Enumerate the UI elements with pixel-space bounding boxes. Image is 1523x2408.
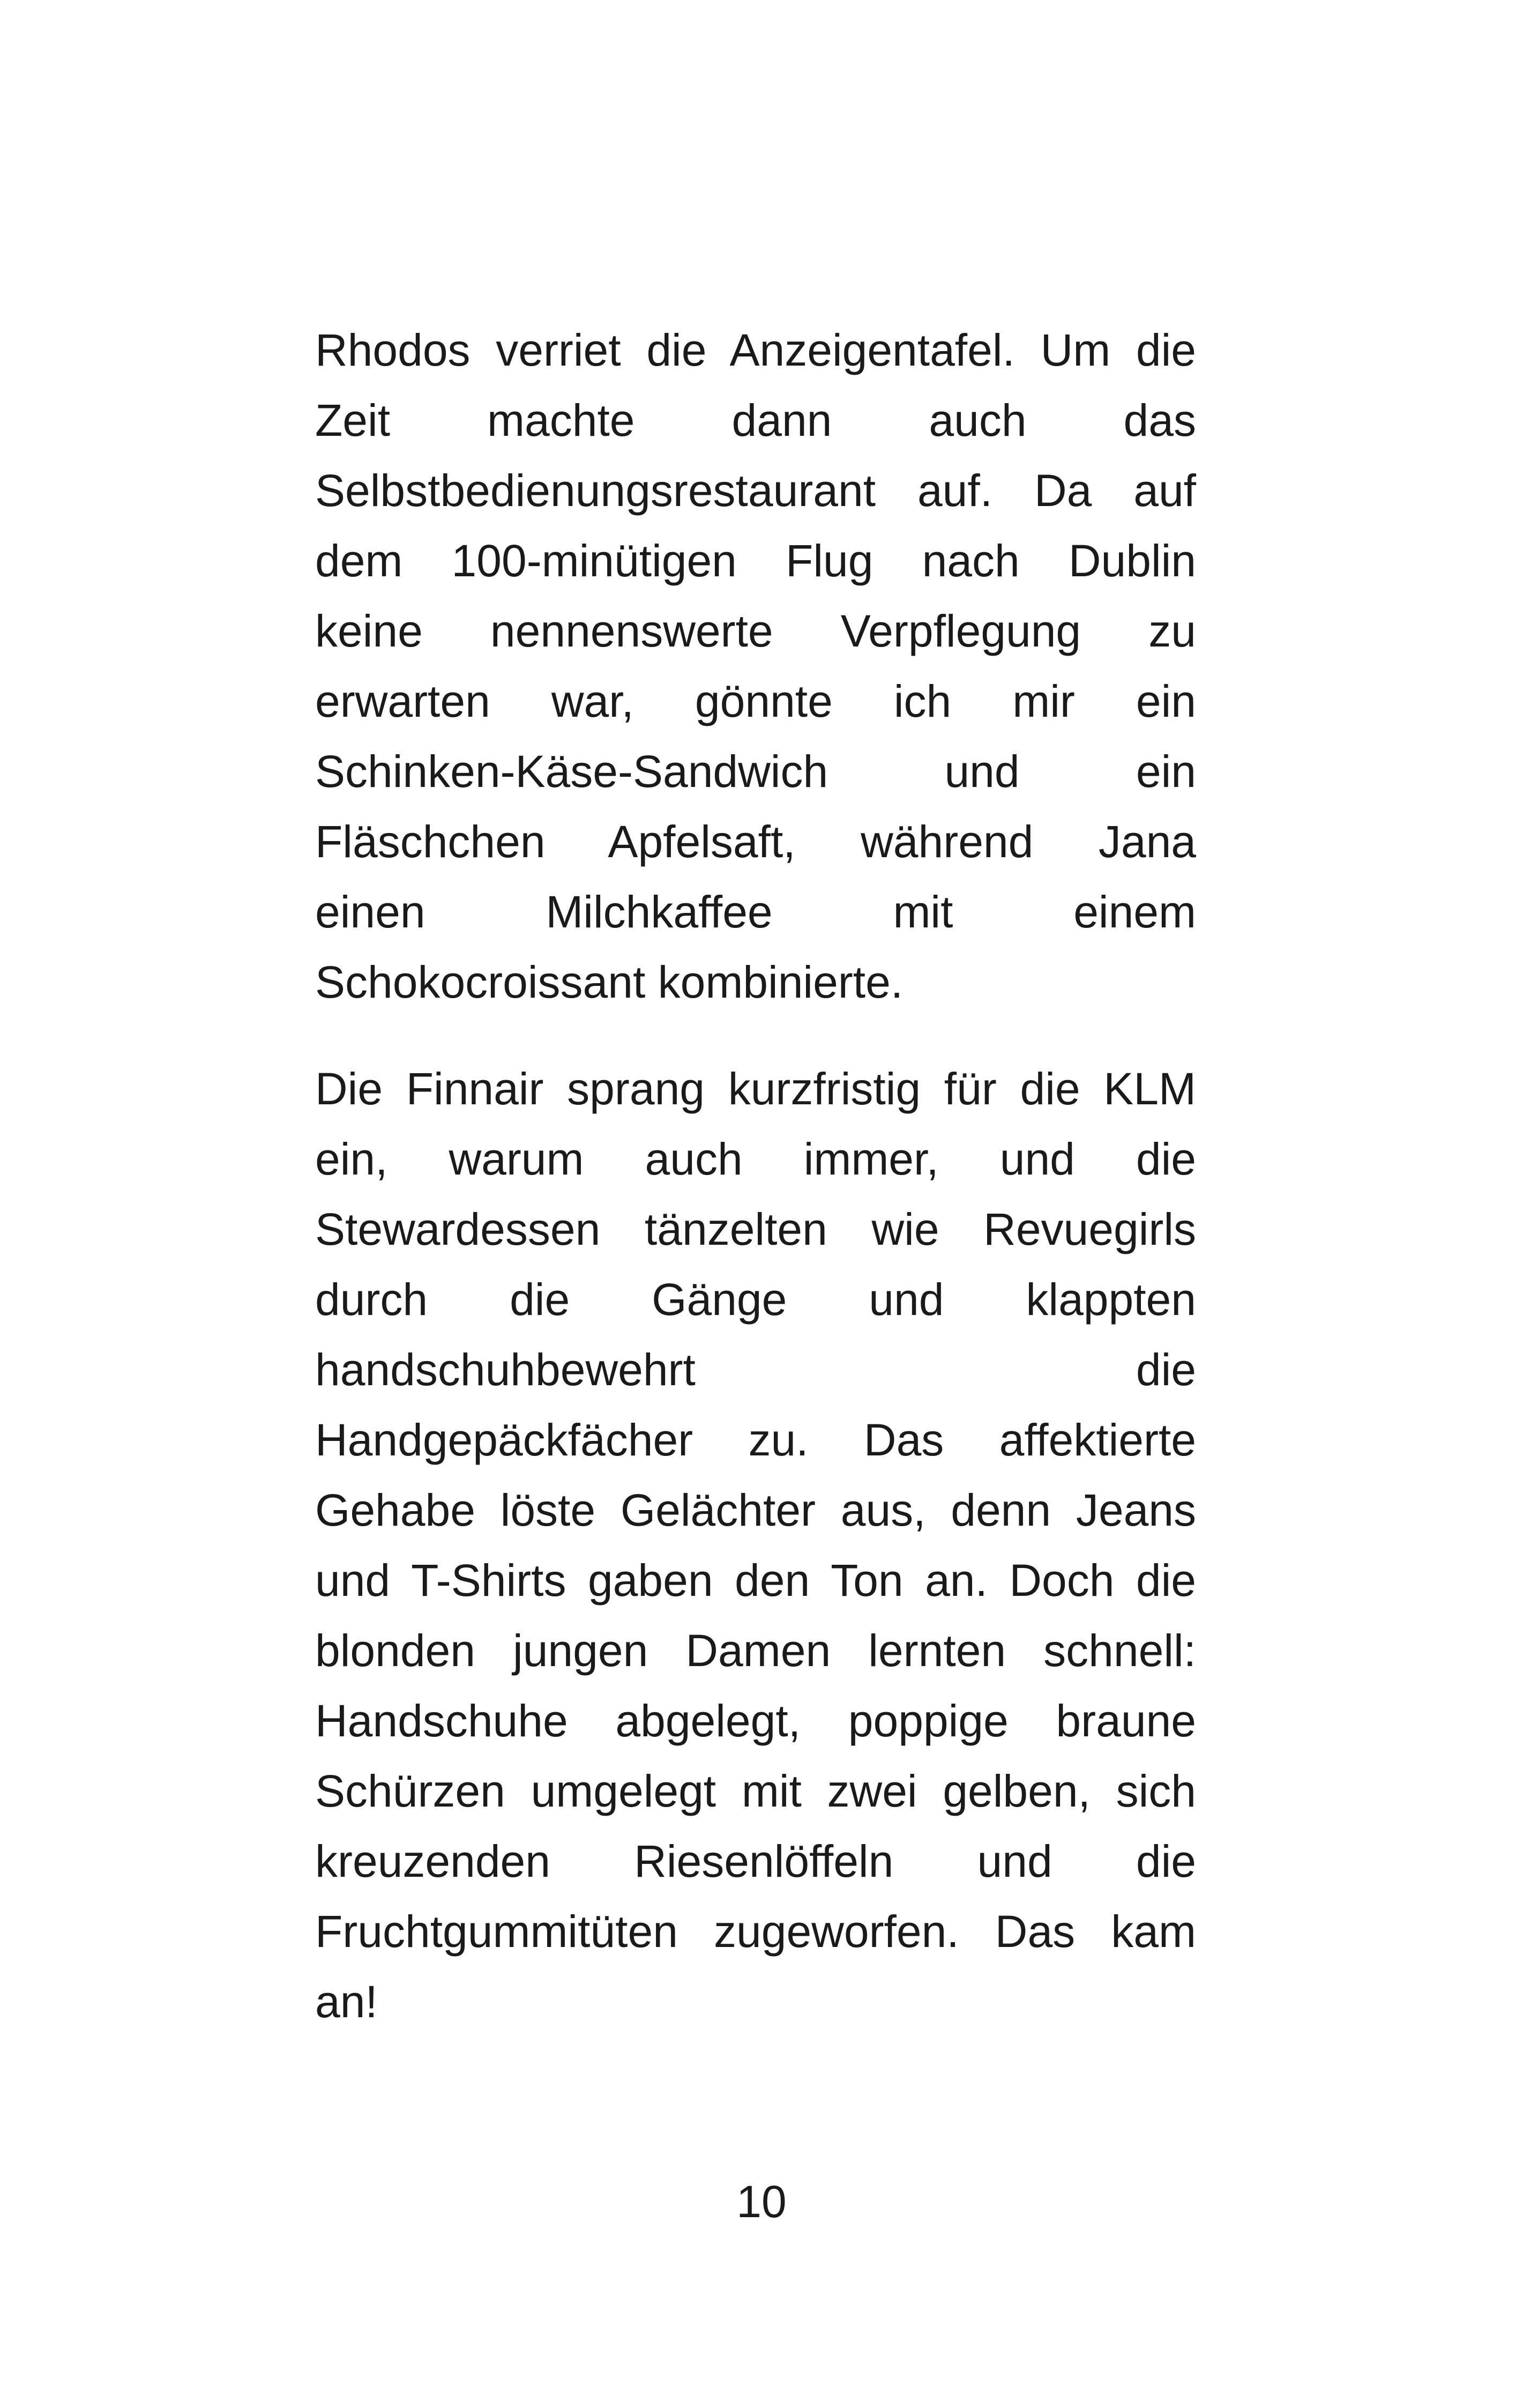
text-line: Zeit machte dann auch das: [315, 395, 1196, 445]
page-number: 10: [736, 2176, 787, 2227]
text-line: durch die Gänge und klappten: [315, 1274, 1196, 1325]
text-line: erwarten war, gönnte ich mir ein: [315, 676, 1196, 726]
text-line: Fläschchen Apfelsaft, während Jana: [315, 816, 1196, 867]
text-line: handschuhbewehrt die: [315, 1344, 1196, 1395]
text-line: Schokocroissant kombinierte.: [315, 957, 904, 1007]
text-line: Handgepäckfächer zu. Das affektierte: [315, 1415, 1196, 1465]
text-line: Handschuhe abgelegt, poppige braune: [315, 1696, 1196, 1746]
text-line: Gehabe löste Gelächter aus, denn Jeans: [315, 1485, 1196, 1535]
text-line: ein, warum auch immer, und die: [315, 1134, 1196, 1184]
text-line: Selbstbedienungsrestaurant auf. Da auf: [315, 465, 1196, 516]
text-line: Fruchtgummitüten zugeworfen. Das kam: [315, 1906, 1196, 1957]
text-line: einen Milchkaffee mit einem: [315, 887, 1196, 937]
paragraph-1: [315, 315, 1196, 1017]
text-line: Stewardessen tänzelten wie Revuegirls: [315, 1204, 1196, 1254]
text-line: und T-Shirts gaben den Ton an. Doch die: [315, 1555, 1196, 1606]
text-line: kreuzenden Riesenlöffeln und die: [315, 1836, 1196, 1886]
text-line: Die Finnair sprang kurzfristig für die KLM: [315, 1064, 1196, 1114]
text-line: Rhodos verriet die Anzeigentafel. Um die: [315, 325, 1196, 375]
paragraph-2: [315, 1054, 1196, 2037]
text-line: Schürzen umgelegt mit zwei gelben, sich: [315, 1766, 1196, 1816]
text-line: keine nennenswerte Verpflegung zu: [315, 606, 1196, 656]
text-line: Schinken-Käse-Sandwich und ein: [315, 746, 1196, 797]
text-line: blonden jungen Damen lernten schnell:: [315, 1625, 1196, 1676]
text-line: an!: [315, 1976, 378, 2027]
text-line: dem 100-minütigen Flug nach Dublin: [315, 536, 1196, 586]
